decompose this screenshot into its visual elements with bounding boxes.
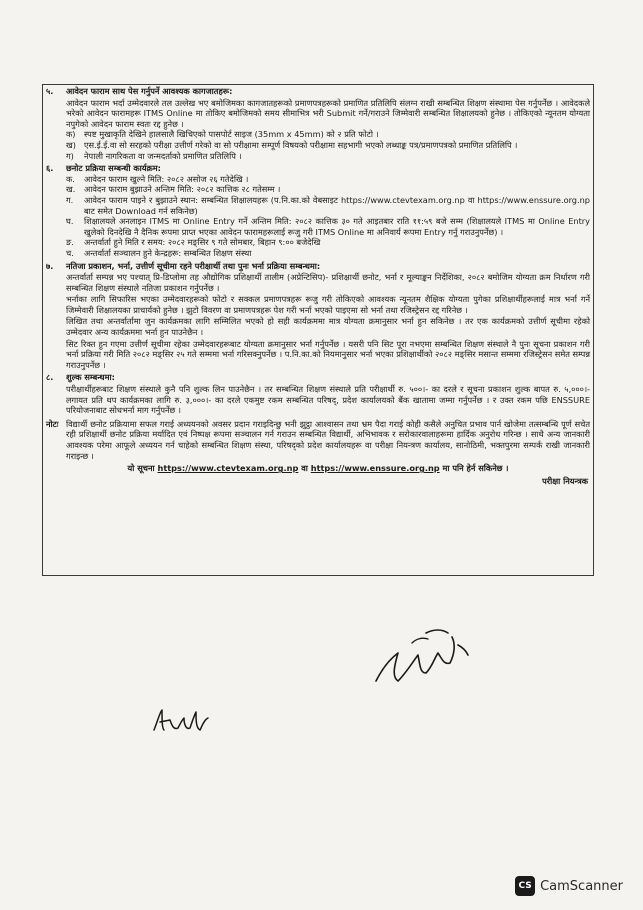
camscanner-watermark xyxy=(515,876,623,896)
signature-right xyxy=(368,615,478,695)
list-item-text: नेपाली नागरिकता वा जन्मदर्ताको प्रमाणित प्रतिलिपि । xyxy=(84,150,242,161)
note-label: नोटः xyxy=(46,418,59,429)
section-number: ६. xyxy=(46,163,54,174)
notice-page xyxy=(42,84,594,576)
list-item-text: अन्तर्वार्ता हुने मिति र समय: २०८२ मङ्सिर ९ गते सोमबार, बिहान ९:०० बजेदेखि xyxy=(84,237,321,248)
notice-content xyxy=(42,84,594,576)
section-fees xyxy=(46,372,590,415)
camscanner-label: CamScanner xyxy=(540,878,623,894)
section-title: नतिजा प्रकाशन, भर्ना, उत्तीर्ण सूचीमा रहने परीक्षार्थी तथा पुनः भर्ना प्रक्रिया सम्बन्धमा: xyxy=(66,260,321,271)
camscanner-logo-icon: CS xyxy=(515,876,535,896)
list-item-text: एस.ई.ई.वा सो सरहको परीक्षा उत्तीर्ण गरेको वा सो परीक्षामा सम्पूर्ण विषयको परीक्षामा सहभागी भएको लब्धाङ्क पत्र/प्रमाणपत्रको प्रमाणित प्रतिलिपि । xyxy=(84,139,518,150)
list-item-label: ग. xyxy=(66,194,74,205)
section-number: ८. xyxy=(46,372,54,383)
website-notice-mid: वा xyxy=(301,463,308,474)
section-number: ५. xyxy=(46,86,54,96)
list-item xyxy=(46,174,590,185)
list-item xyxy=(46,129,590,140)
section-paragraph: भर्नाका लागि सिफारिस भएका उम्मेदवारहरूको फोटो र सक्कल प्रमाणपत्रहरू रूजु गरी तोकिएको आवश्यक न्यूनतम शैक्षिक योग्यता पुगेका प्रशिक्षार्थीहरूलाई मात्र भर्ना गर्ने जिम्मेवारी शिक्षालयका प्राचार्यको हुनेछ । झुटो विवरण वा प्रमाणपत्रहरू पेश गरी भर्ना भएको पाइएमा सो भर्ना तथा रजिस्ट्रेसन रद्द गरिनेछ । xyxy=(66,294,590,315)
section-selection-schedule xyxy=(46,163,590,258)
enssure-link[interactable]: https://www.enssure.org.np xyxy=(310,463,440,474)
section-title: छनोट प्रक्रिया सम्बन्धी कार्यक्रम: xyxy=(66,163,161,174)
list-item-label: ङ. xyxy=(66,237,74,248)
section-paragraph: अन्तर्वार्ता सम्पन्न भए पश्चात् प्रि-डिप्लोमा तह औद्योगिक प्रशिक्षार्थी तालीम (अप्रेन्टिसिप)- प्रशिक्षार्थी छनोट, भर्ना र मूल्याङ्कन निर्देशिका, २०८२ बमोजिम योग्यता क्रम निर्धारण गरी सम्बन्धित शिक्षण संस्थाले नतिजा प्रकाशन गर्नुपर्नेछ । xyxy=(66,272,590,293)
section-paragraph: परीक्षार्थीहरूबाट शिक्षण संस्थाले कुनै पनि शुल्क लिन पाउनेछैन । तर सम्बन्धित शिक्षण संस्थाले प्रति परीक्षार्थी रु. ५००।- का दरले र सूचना प्रकाशन शुल्क बापत रु. ५,०००।- लगायत प्रति थप कार्यक्रमका लागि रु. ३,०००।- का दरले एकमुष्ट रकम सम्बन्धित परिषद्, प्रदेश कार्यालयको बैंक खातामा जम्मा गर्नुपर्नेछ । र उक्त रकम पछि ENSSURE परियोजनाबाट सोधभर्ना माग गर्नुपर्नेछ । xyxy=(66,384,590,416)
signature-left xyxy=(150,700,210,740)
note-block xyxy=(46,419,590,461)
list-item xyxy=(46,151,590,162)
list-item-label: ग) xyxy=(66,150,74,161)
list-item-label: घ. xyxy=(66,216,74,227)
list-item xyxy=(46,248,590,259)
website-notice-suffix: मा पनि हेर्न सकिनेछ । xyxy=(442,463,509,474)
section-results-admission xyxy=(46,261,590,371)
note-text: विद्यार्थी छनोट प्रक्रियामा सफल गराई अध्ययनको अवसर प्रदान गराइदिन्छु भनी झुट्ठा आश्वासन तथा भ्रम पैदा गराई कोही कसैले अनुचित प्रभाव पार्न खोजेमा तत्सम्बन्धि पूर्ण सचेत रही प्रशिक्षार्थी छनोट प्रक्रिया मर्यादित एवं निष्पक्ष रूपमा सञ्चालन गर्न गराउन सम्बन्धित विद्यार्थी, अभिभावक र सरोकारवालाहरूमा हार्दिक अनुरोध गरिन्छ । साथै अन्य जानकारी आवश्यक परेमा आफूले अध्ययन गर्न चाहेको सम्बन्धित शिक्षण संस्था, परिषद्को प्रदेश कार्यालयहरू वा परीक्षा नियन्त्रण कार्यालय, सानोठिमी, भक्तपुरमा सम्पर्क राखी जानकारी गराइन्छ । xyxy=(66,418,590,461)
website-notice xyxy=(42,463,594,474)
section-heading xyxy=(46,163,590,174)
section-application-documents xyxy=(46,86,590,161)
website-notice-prefix: यो सूचना xyxy=(127,463,155,474)
section-heading xyxy=(46,372,590,383)
list-item xyxy=(46,237,590,248)
list-item-text: आवेदन फाराम बुझाउने अन्तिम मिति: २०८२ कात्तिक २८ गतेसम्म । xyxy=(84,184,281,195)
section-title: शुल्क सम्बन्धमा: xyxy=(66,372,115,383)
list-item xyxy=(46,140,590,151)
section-paragraph: लिखित तथा अन्तर्वार्तामा जुन कार्यक्रमका लागि सम्मिलित भएको हो सही कार्यक्रममा मात्र योग्यता क्रमानुसार भर्ना हुन सकिनेछ । तर एक कार्यक्रमको उत्तीर्ण सूचीमा रहेको उम्मेदवार अन्य कार्यक्रममा भर्ना हुन पाउनेछैन । xyxy=(66,316,590,338)
list-item-label: ख) xyxy=(66,139,76,150)
list-item-label: क) xyxy=(66,129,76,140)
section-number: ७. xyxy=(46,260,54,271)
section-heading xyxy=(46,86,590,97)
list-item-label: क. xyxy=(66,173,75,184)
section-heading xyxy=(46,261,590,272)
section-title: आवेदन फाराम साथ पेस गर्नुपर्ने आवश्यक कागजातहरू: xyxy=(66,86,233,96)
list-item-text: स्पष्ट मुखाकृति देखिने हालसालै खिचिएको पासपोर्ट साइज (35mm x 45mm) को २ प्रति फोटो । xyxy=(84,129,379,140)
list-item xyxy=(46,184,590,195)
ctevt-exam-link[interactable]: https://www.ctevtexam.org.np xyxy=(157,463,299,474)
list-item-label: च. xyxy=(66,247,74,258)
section-paragraph: सिट रिक्त हुन गएमा उत्तीर्ण सूचीमा रहेका उम्मेदवारहरूबाट योग्यता क्रमानुसार भर्ना गर्नुपर्नेछ । यसरी पनि सिट पूरा नभएमा सम्बन्धित शिक्षण संस्थाले नै पुनः सूचना प्रकाशन गरी भर्ना प्रक्रिया गरी मिति २०८२ मङ्सिर २५ गते सम्ममा भर्ना गरिसक्नुपर्नेछ । प.नि.का.को नियमानुसार भर्ना भएका प्रशिक्षार्थीको २०८२ मङ्सिर मसान्त सम्ममा रजिस्ट्रेसन समेत सम्पन्न गराउनुपर्नेछ । xyxy=(66,338,590,370)
list-item-text: शिक्षालयले अनलाइन ITMS मा Online Entry गर्ने अन्तिम मिति: २०८२ कात्तिक ३० गते आइतबार राति ११:५९ बजे सम्म (शिक्षालयले ITMS मा Online Entry खुलेको दिनदेखि नै दैनिक रूपमा प्राप्त भएका आवेदन फारामहरूलाई रूजु गरी ITMS Online मा अनिवार्य रूपमा Entry गर्नु गराउनुपर्नेछ) । xyxy=(84,216,590,237)
list-item-text: आवेदन फाराम पाइने र बुझाउने स्थान: सम्बन्धित शिक्षालयहरू (प.नि.का.को वेबसाइट https://www.ctevtexam.org.np वा https://www.enssure.org.np बाट समेत Download गर्न सकिनेछ) xyxy=(84,194,590,216)
list-item-label: ख. xyxy=(66,184,76,195)
list-item xyxy=(46,195,590,216)
section-paragraph: आवेदन फाराम भर्दा उम्मेदवारले तल उल्लेख भए बमोजिमका कागजातहरूको प्रमाणपत्रहरूको प्रमाणित प्रतिलिपि संलग्न राखी सम्बन्धित शिक्षण संस्थामा पेस गर्नुपर्नेछ । आवेदकले भरेको आवेदन फारामहरू ITMS Online मा तोकिए बमोजिमको समय सीमाभित्र भरी Submit गर्ने/गराउने जिम्मेवारी सम्बन्धित शिक्षालयको हुनेछ । तोकिएको न्यूनतम योग्यता नपुगेको आवेदन फाराम स्वतः रद्द हुनेछ । xyxy=(66,97,590,129)
list-item xyxy=(46,216,590,237)
list-item-text: अन्तर्वार्ता सञ्चालन हुने केन्द्रहरू: सम्बन्धित शिक्षण संस्था xyxy=(84,247,252,258)
list-item-text: आवेदन फाराम खुल्ने मिति: २०८२ असोज २६ गतेदेखि । xyxy=(84,173,249,184)
signatory-title: परीक्षा नियन्त्रक xyxy=(542,475,588,486)
